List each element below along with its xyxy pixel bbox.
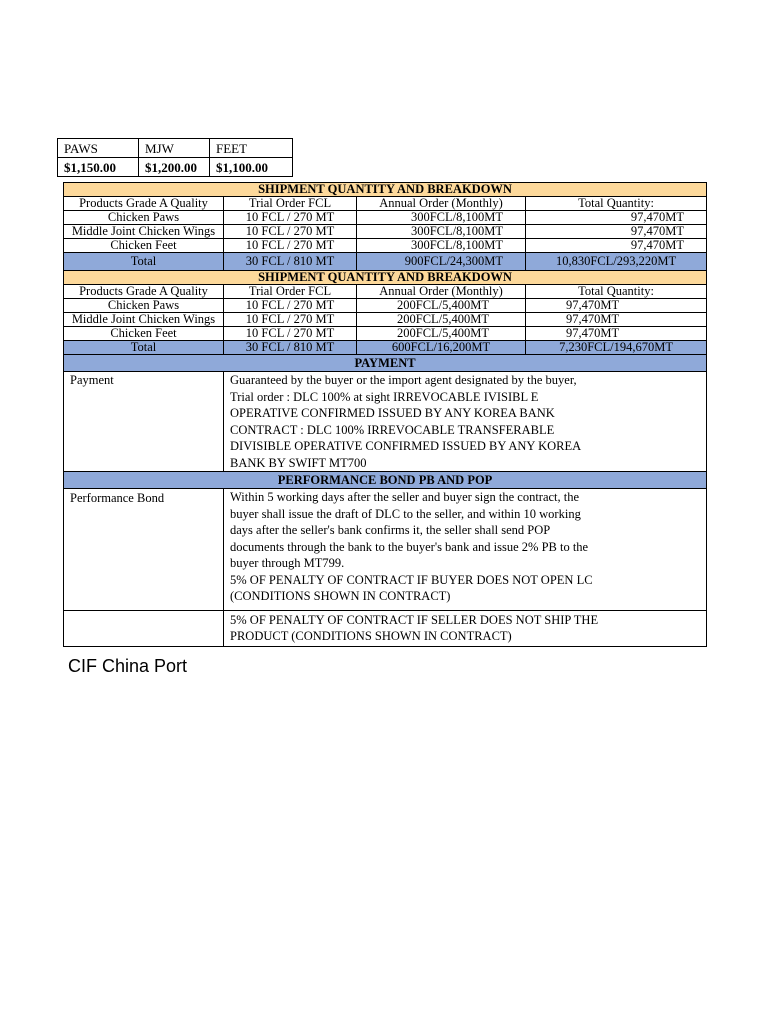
total-quantity: 10,830FCL/293,220MT [526,253,707,271]
seller-penalty-line: PRODUCT (CONDITIONS SHOWN IN CONTRACT) [230,629,512,643]
product-name: Chicken Feet [64,327,224,341]
price-header-row [58,139,293,158]
trial-order: 10 FCL / 270 MT [224,327,357,341]
total-quantity: 97,470MT [526,299,707,313]
product-name: Middle Joint Chicken Wings [64,313,224,327]
payment-label: Payment [64,372,224,472]
price-table [57,138,293,177]
price-value-paws: $1,150.00 [58,158,139,177]
payment-title-row [64,355,707,372]
performance-bond-line: documents through the bank to the buyer's bank and issue 2% PB to the [230,539,589,554]
payment-line: CONTRACT : DLC 100% IRREVOCABLE TRANSFERABLE [230,422,555,437]
total-trial: 30 FCL / 810 MT [224,341,357,355]
table-row [64,211,707,225]
total-annual: 900FCL/24,300MT [357,253,526,271]
seller-penalty-line: 5% OF PENALTY OF CONTRACT IF SELLER DOES NOT SHIP THE [230,612,599,627]
total-quantity: 97,470MT [526,239,707,253]
payment-terms [224,372,707,472]
shipment-1-col-total: Total Quantity: [526,197,707,211]
table-row [64,327,707,341]
performance-bond-line: days after the seller's bank confirms it, the seller shall send POP [230,523,551,537]
payment-line: BANK BY SWIFT MT700 [230,455,367,470]
main-table [63,182,707,647]
product-name: Middle Joint Chicken Wings [64,225,224,239]
shipment-2-total-row [64,341,707,355]
price-value-mjw: $1,200.00 [139,158,210,177]
shipment-1-title-row [64,183,707,197]
shipment-1-header-row [64,197,707,211]
seller-penalty-row [64,610,707,646]
product-name: Chicken Paws [64,299,224,313]
performance-bond-line: 5% OF PENALTY OF CONTRACT IF BUYER DOES NOT OPEN LC [230,572,593,587]
payment-line: Trial order : DLC 100% at sight IRREVOCABLE IVISIBL E [230,389,539,404]
shipment-2-header-row [64,285,707,299]
performance-bond-label: Performance Bond [64,489,224,611]
payment-row [64,372,707,472]
total-trial: 30 FCL / 810 MT [224,253,357,271]
total-quantity: 97,470MT [526,225,707,239]
performance-bond-terms [224,489,707,611]
trial-order: 10 FCL / 270 MT [224,313,357,327]
performance-bond-line: Within 5 working days after the seller and buyer sign the contract, the [230,490,580,504]
shipment-2-title: SHIPMENT QUANTITY AND BREAKDOWN [64,271,707,285]
trial-order: 10 FCL / 270 MT [224,225,357,239]
price-header-mjw: MJW [139,139,210,158]
table-row [64,225,707,239]
performance-bond-line: buyer through MT799. [230,556,345,570]
total-quantity: 97,470MT [526,313,707,327]
payment-line: Guaranteed by the buyer or the import agent designated by the buyer, [230,373,577,387]
shipment-2-col-trial: Trial Order FCL [224,285,357,299]
payment-line: DIVISIBLE OPERATIVE CONFIRMED ISSUED BY ANY KOREA [230,439,582,453]
shipment-1-col-annual: Annual Order (Monthly) [357,197,526,211]
total-quantity: 97,470MT [526,211,707,225]
total-quantity: 97,470MT [526,327,707,341]
price-header-paws: PAWS [58,139,139,158]
empty-cell [64,610,224,646]
price-value-row [58,158,293,177]
price-header-feet: FEET [210,139,293,158]
payment-line: OPERATIVE CONFIRMED ISSUED BY ANY KOREA BANK [230,406,555,420]
annual-order: 200FCL/5,400MT [357,299,526,313]
product-name: Chicken Paws [64,211,224,225]
shipment-1-total-row [64,253,707,271]
performance-bond-title-row [64,472,707,489]
trial-order: 10 FCL / 270 MT [224,211,357,225]
performance-bond-line: buyer shall issue the draft of DLC to the seller, and within 10 working [230,506,581,521]
performance-bond-section-title: PERFORMANCE BOND PB AND POP [64,472,707,489]
table-row [64,299,707,313]
product-name: Chicken Feet [64,239,224,253]
delivery-terms-note: CIF China Port [68,656,188,676]
shipment-2-col-product: Products Grade A Quality [64,285,224,299]
performance-bond-line: (CONDITIONS SHOWN IN CONTRACT) [230,589,451,603]
shipment-2-col-total: Total Quantity: [526,285,707,299]
table-row [64,313,707,327]
seller-penalty-terms [224,610,707,646]
shipment-2-col-annual: Annual Order (Monthly) [357,285,526,299]
shipment-1-col-trial: Trial Order FCL [224,197,357,211]
performance-bond-row [64,489,707,611]
shipment-2-title-row [64,271,707,285]
table-row [64,239,707,253]
annual-order: 300FCL/8,100MT [357,225,526,239]
annual-order: 200FCL/5,400MT [357,327,526,341]
annual-order: 300FCL/8,100MT [357,239,526,253]
price-value-feet: $1,100.00 [210,158,293,177]
annual-order: 300FCL/8,100MT [357,211,526,225]
total-annual: 600FCL/16,200MT [357,341,526,355]
trial-order: 10 FCL / 270 MT [224,239,357,253]
total-label: Total [64,341,224,355]
total-label: Total [64,253,224,271]
annual-order: 200FCL/5,400MT [357,313,526,327]
total-quantity: 7,230FCL/194,670MT [526,341,707,355]
trial-order: 10 FCL / 270 MT [224,299,357,313]
payment-section-title: PAYMENT [64,355,707,372]
shipment-1-col-product: Products Grade A Quality [64,197,224,211]
shipment-1-title: SHIPMENT QUANTITY AND BREAKDOWN [64,183,707,197]
